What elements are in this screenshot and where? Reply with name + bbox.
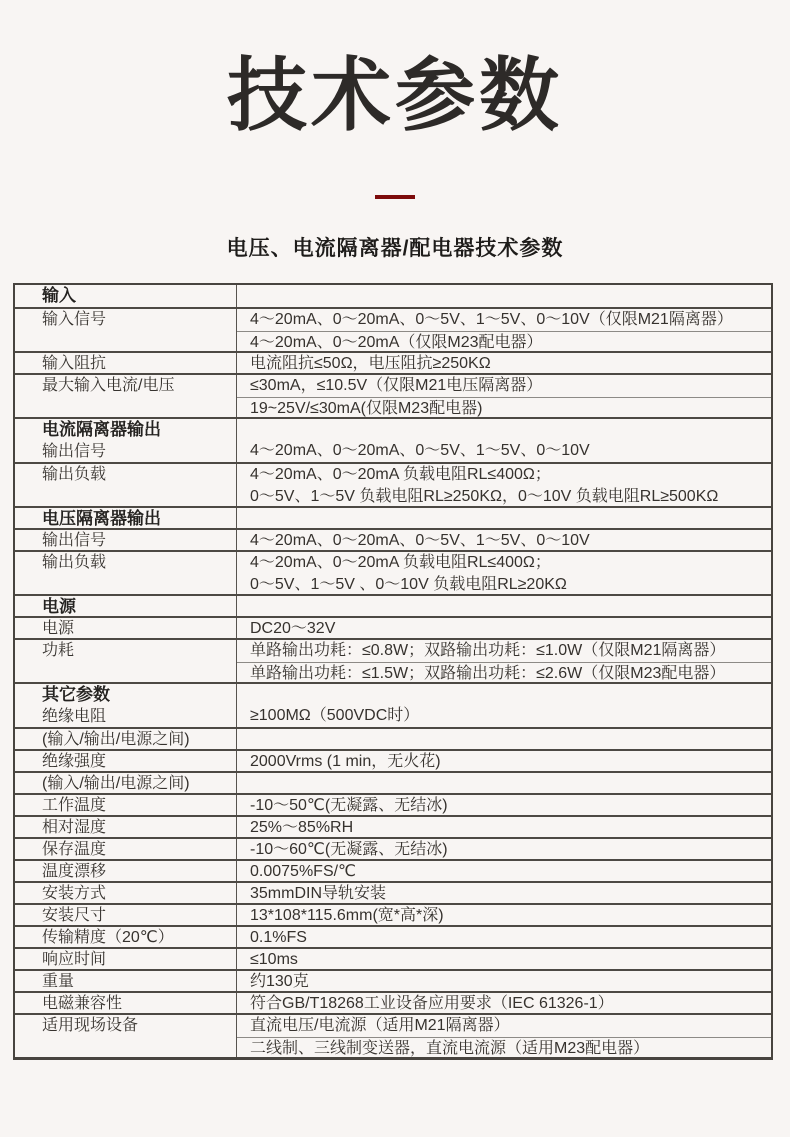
table-row	[15, 373, 771, 417]
row-label-text: 重量	[42, 973, 75, 990]
row-label-text: 电源	[42, 620, 75, 637]
table-row	[15, 285, 771, 307]
row-value	[237, 552, 771, 594]
table-row	[15, 462, 771, 506]
row-value	[237, 971, 771, 991]
table-row	[15, 903, 771, 925]
row-value	[237, 1015, 771, 1057]
section-label: 电源	[42, 597, 76, 616]
row-label	[15, 684, 237, 727]
row-label	[15, 618, 237, 638]
row-label	[15, 530, 237, 550]
row-label-text: (输入/输出/电源之间)	[42, 731, 190, 748]
row-value	[237, 464, 771, 506]
row-label	[15, 751, 237, 771]
row-value	[237, 508, 771, 528]
row-label	[15, 795, 237, 815]
table-row	[15, 969, 771, 991]
row-label-text: 温度漂移	[42, 863, 107, 880]
row-value-text: 0～5V、1～5V 、0～10V 负载电阻RL≥20KΩ	[250, 576, 567, 593]
row-value	[237, 618, 771, 638]
table-row	[15, 793, 771, 815]
row-label	[15, 309, 237, 351]
row-label	[15, 729, 237, 749]
table-row	[15, 727, 771, 749]
row-label	[15, 861, 237, 881]
row-value	[237, 751, 771, 771]
row-label-text: 输入阻抗	[42, 355, 107, 372]
section-label: 输入	[42, 286, 76, 305]
row-label-text: 绝缘电阻	[42, 708, 107, 725]
row-value	[237, 773, 771, 793]
row-label-text: 输出信号	[42, 443, 107, 460]
row-label-text: 安装尺寸	[42, 907, 107, 924]
row-label-text: 输入信号	[42, 311, 107, 328]
row-label	[15, 839, 237, 859]
table-row	[15, 991, 771, 1013]
row-label	[15, 419, 237, 462]
row-value	[237, 375, 771, 417]
table-subtitle: 电压、电流隔离器/配电器技术参数	[226, 237, 564, 260]
table-row	[15, 771, 771, 793]
row-value	[237, 993, 771, 1013]
table-row	[15, 859, 771, 881]
table-row	[15, 881, 771, 903]
row-value-text: 2000Vrms (1 min，无火花)	[250, 753, 441, 770]
table-row	[15, 925, 771, 947]
section-label: 电流隔离器输出	[42, 420, 161, 439]
row-value	[237, 927, 771, 947]
row-label	[15, 375, 237, 417]
row-value	[237, 596, 771, 616]
row-label	[15, 993, 237, 1013]
table-row	[15, 550, 771, 594]
row-value-text: 直流电压/电流源（适用M21隔离器）	[250, 1017, 510, 1034]
table-row	[15, 947, 771, 969]
row-label	[15, 949, 237, 969]
row-label	[15, 640, 237, 682]
row-value	[237, 839, 771, 859]
row-label	[15, 817, 237, 837]
table-row	[15, 837, 771, 859]
table-row	[15, 594, 771, 616]
row-label	[15, 464, 237, 506]
row-value-text: -10～60℃(无凝露、无结冰)	[250, 841, 448, 858]
row-value-text: 4～20mA、0～20mA、0～5V、1～5V、0～10V	[250, 532, 590, 549]
row-value-text: 4～20mA、0～20mA（仅限M23配电器）	[237, 331, 771, 353]
table-row	[15, 638, 771, 682]
row-value-text: 约130克	[250, 973, 309, 990]
row-value	[237, 353, 771, 373]
row-value-text: ≥100MΩ（500VDC时）	[250, 707, 420, 724]
row-value-text: 4～20mA、0～20mA、0～5V、1～5V、0～10V	[250, 442, 590, 459]
row-label-text: 响应时间	[42, 951, 107, 968]
row-label-text: 输出负载	[42, 554, 107, 571]
row-value-text: -10～50℃(无凝露、无结冰)	[250, 797, 448, 814]
table-row	[15, 351, 771, 373]
row-label-text: 相对湿度	[42, 819, 107, 836]
row-value	[237, 309, 771, 351]
row-value	[237, 684, 771, 727]
row-value-text: 4～20mA、0～20mA 负载电阻RL≤400Ω；	[250, 466, 551, 483]
table-row	[15, 682, 771, 727]
row-value-text: 符合GB/T18268工业设备应用要求（IEC 61326-1）	[250, 995, 614, 1012]
row-label	[15, 905, 237, 925]
row-value-text: 0～5V、1～5V 负载电阻RL≥250KΩ，0～10V 负载电阻RL≥500KΩ	[250, 488, 719, 505]
row-label	[15, 971, 237, 991]
page-title: 技术参数	[227, 51, 563, 140]
row-label-text: 输出负载	[42, 466, 107, 483]
table-row	[15, 417, 771, 462]
row-label-text: 绝缘强度	[42, 753, 107, 770]
row-value	[237, 883, 771, 903]
row-label-text: 工作温度	[42, 797, 107, 814]
row-value-text: 0.0075%FS/℃	[250, 863, 357, 880]
row-label	[15, 285, 237, 307]
row-label-text: 电磁兼容性	[42, 995, 123, 1012]
row-label-text: 传输精度（20℃）	[42, 929, 174, 946]
row-value-text: 单路输出功耗：≤0.8W；双路输出功耗：≤1.0W（仅限M21隔离器）	[250, 642, 726, 659]
row-value	[237, 817, 771, 837]
row-label	[15, 552, 237, 594]
row-value-text: 4～20mA、0～20mA 负载电阻RL≤400Ω；	[250, 554, 551, 571]
row-value-text: DC20～32V	[250, 620, 336, 637]
row-label-text: 适用现场设备	[42, 1017, 139, 1034]
row-value	[237, 640, 771, 682]
spec-table	[13, 283, 773, 1060]
row-value	[237, 285, 771, 307]
row-value-text: 电流阻抗≤50Ω，电压阻抗≥250KΩ	[250, 355, 491, 372]
row-label-text: 功耗	[42, 642, 75, 659]
row-label-text: (输入/输出/电源之间)	[42, 775, 190, 792]
row-label-text: 保存温度	[42, 841, 107, 858]
row-value-text: 单路输出功耗：≤1.5W；双路输出功耗：≤2.6W（仅限M23配电器）	[237, 662, 771, 684]
row-label	[15, 1015, 237, 1057]
row-value-text: 13*108*115.6mm(宽*高*深)	[250, 907, 444, 924]
row-value	[237, 530, 771, 550]
row-value-text: 4～20mA、0～20mA、0～5V、1～5V、0～10V（仅限M21隔离器）	[250, 311, 733, 328]
table-row	[15, 616, 771, 638]
table-row	[15, 506, 771, 528]
row-value	[237, 905, 771, 925]
row-value-text: 25%～85%RH	[250, 819, 354, 836]
section-label: 其它参数	[42, 685, 110, 704]
row-label	[15, 927, 237, 947]
row-value	[237, 419, 771, 462]
row-label	[15, 353, 237, 373]
row-value-text: ≤10ms	[250, 951, 298, 968]
table-row	[15, 1013, 771, 1057]
row-value-text: 19~25V/≤30mA(仅限M23配电器)	[237, 397, 771, 419]
row-label	[15, 596, 237, 616]
row-value	[237, 795, 771, 815]
row-label-text: 安装方式	[42, 885, 107, 902]
row-value	[237, 729, 771, 749]
row-value	[237, 861, 771, 881]
section-label: 电压隔离器输出	[42, 509, 161, 528]
row-value	[237, 949, 771, 969]
table-row	[15, 749, 771, 771]
row-label	[15, 883, 237, 903]
table-row	[15, 307, 771, 351]
row-label-text: 输出信号	[42, 532, 107, 549]
row-label	[15, 508, 237, 528]
red-divider	[375, 195, 415, 199]
row-value-text: ≤30mA，≤10.5V（仅限M21电压隔离器）	[250, 377, 543, 394]
row-value-text: 35mmDIN导轨安装	[250, 885, 387, 902]
row-value-text: 二线制、三线制变送器，直流电流源（适用M23配电器）	[237, 1037, 771, 1059]
row-label	[15, 773, 237, 793]
table-row	[15, 815, 771, 837]
row-label-text: 最大输入电流/电压	[42, 377, 175, 394]
table-row	[15, 528, 771, 550]
row-value-text: 0.1%FS	[250, 929, 307, 946]
